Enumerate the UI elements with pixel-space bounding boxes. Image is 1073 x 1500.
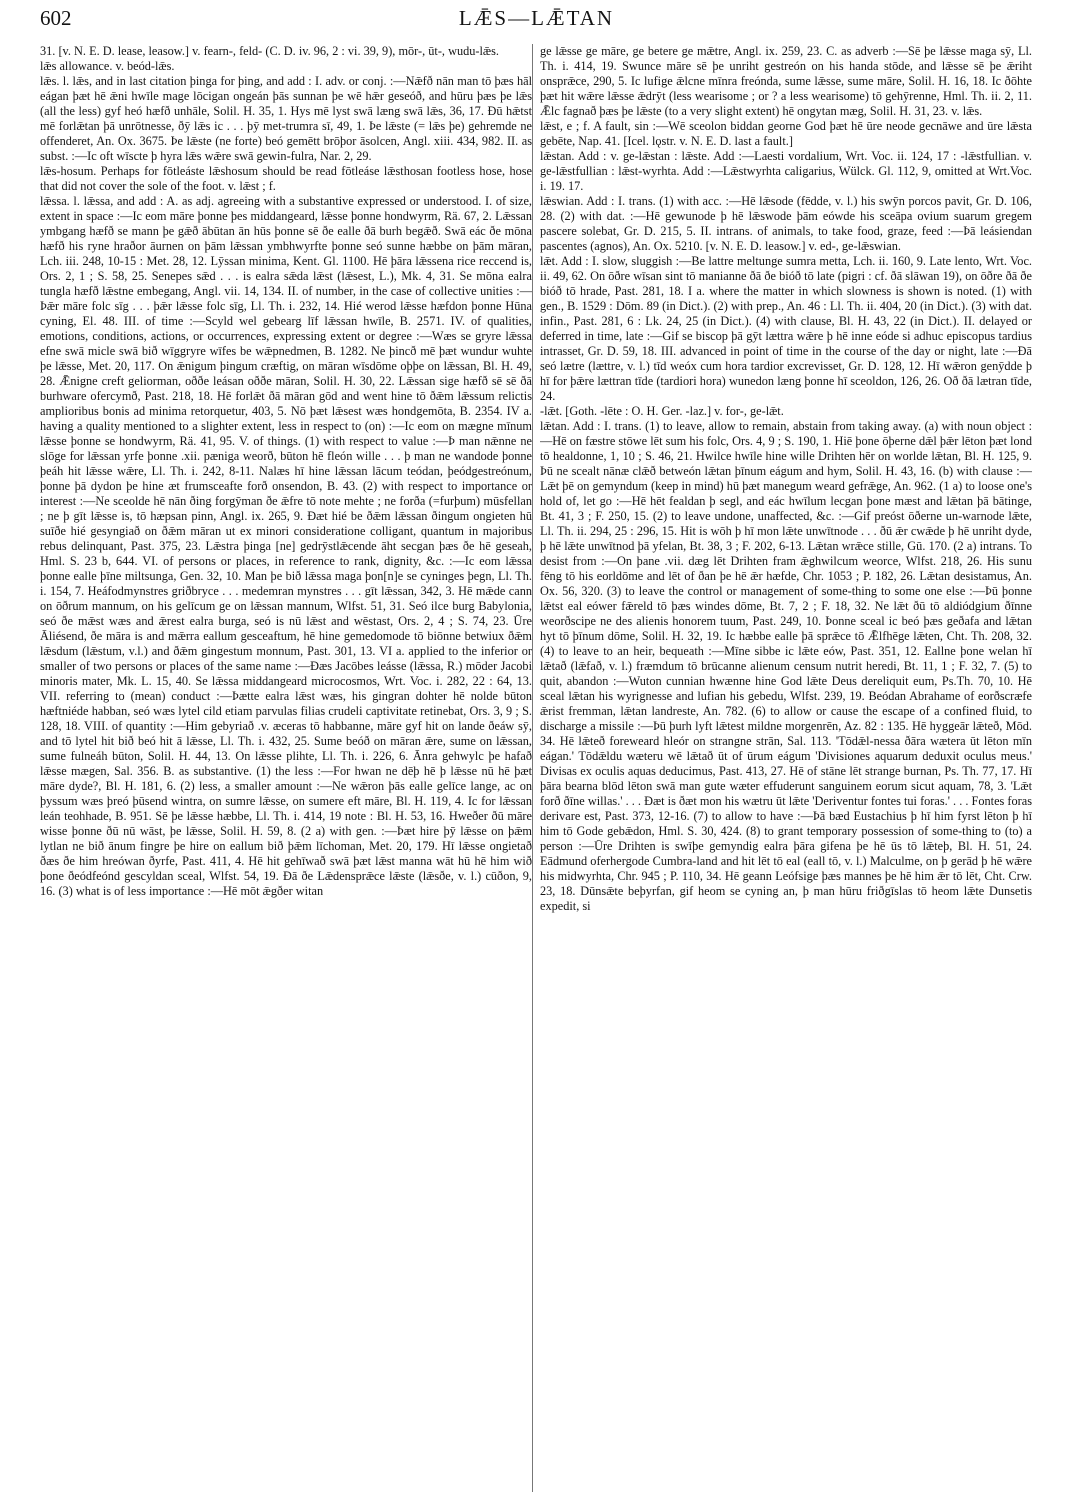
left-column — [40, 44, 532, 1494]
right-column — [540, 44, 1032, 1494]
page-header — [40, 6, 1033, 34]
dictionary-entry: lǣstan. Add : v. ge-lǣstan : lǣste. Add :—Laesti vordalium, Wrt. Voc. ii. 124, 17 : -lǣstfullian. v. ge-lǣstfullian : lǣst-wyrhta. Add :—Lǣstwyrhta caligarius, Wülck. Gl. 112, 9, omitted at Wrt.Voc. i. 19. 17. — [540, 149, 1032, 193]
column-divider — [532, 44, 533, 1492]
dictionary-entry: lǣtan. Add : I. trans. (1) to leave, allow to remain, abstain from taking away. (a) with noun object :—Hē on fæstre stōwe lēt sum his folc, Ors. 4, 9 ; S. 190, 1. Hiē þone ōþerne dǣl þǣr lēton þæt lond tō healdonne, 1, 10 ; S. 46, 21. Hwilce hwīle hine wille Drihten hēr on worlde lǣtan, Bl. H. 125, 9. Þū ne scealt nānæ clǣð betweón lǣtan þīnum eágum and hym, Solil. H. 43, 16. (b) with clause :—Lǣt þē on gemyndum (keep in mind) hū þæt manegum weard gefrǣge, An. 962. (1 a) to loose one's hold of, let go :—Hē hēt fealdan þ segl, and eác hwīlum lecgan þone mæst and lǣtan þā bātinge, Bt. 41, 3 ; F. 250, 15. (2) to leave undone, unaffected, &c. :—Gif preóst ōðerne un-warnode lǣte, Ll. Th. ii. 294, 25 : 296, 15. Hit is wōh þ hī mon lǣte unwītnode . . . ðū ǣr cwǣde þ hē unriht dyde, þ hē lǣte unwītnod þā yfelan, Bt. 38, 3 ; F. 202, 6-13. Lǣtan wrǣce stille, Gū. 170. (2 a) intrans. To desist from :—On þane .vii. dæg lēt Drihten fram ǣghwilcum weorce, Wlfst. 218, 26. His sunu fēng tō his eorldōme and lēt of ðan þe hē ǣr hæfde, Chr. 1053 ; P. 182, 26. Lǣtan desistamus, An. Ox. 56, 320. (3) to leave the control or management of some-thing to some one else :—Þū þonne lǣtst eal eówer fǣreld tō þæs windes dōme, Bt. 7, 2 ; F. 18, 32. Ne lǣt ðū tō aldiódgium ðīnne weorðscipe ne des alienis honorem tuum, Past. 249, 10. Þonne sceal ic beó þæs geðafa and lǣtan hyt tō þīnum dōme, Solil. H. 32, 19. Ic hæbbe ealle þā sprǣce tō Ǣlfhēge lǣten, Cht. Th. 208, 32. (4) to leave to an heir, bequeath :—Mīne sibbe ic lǣte eów, Past. 351, 12. Eallne þone welan hī lǣtað (lǣfað, v. l.) fræmdum tō brūcanne alienum censum nutrit heredi, Bt. 11, 1 ; F. 32, 7. (5) to quit, abandon :—Wuton cunnian hwænne hine God lǣte Deus dereliquit eum, Ps.Th. 70, 10. Hē sceal lǣtan his wyrignesse and lufian his gebedu, Wlfst. 239, 19. Beódan Abrahame of eorðscræfe ǣrist fremman, lǣtan landreste, An. 782. (6) to allow or cause the escape of a confined fluid, to discharge a missile :—Þū þurh lyft lǣtest mildne morgenrēn, Az. 82 : 135. Hē hyggeār lǣtеð, Mōd. 34. Hē lǣteð foreweard hleór on strangne strān, Sal. 113. 'Tōdǣl-nessa ðāra wætera ūt lēton mīn eágan.' Tōdǣldu wæteru wē lǣtað ūt of ūrum eágum 'Divisiones aquarum deduxit oculus meus.' Divisas ex oculis aquas deducimus, Past. 413, 27. Hē of stāne lēt strange burnan, Ps. Th. 77, 17. Hī þāra bearna blōd lēton swā man gute wæter effuderunt sanguinem eorum sicut aquam, 78, 3. 'Lǣt forð ðīne willas.' . . . Ðæt is ðæt mon his wætru ūt lǣte 'Deriventur fontes tui foras.' . . . Fontes foras derivare est, Past. 373, 12-16. (7) to allow to have :—Þā bæd Eustachius þ hī him fyrst lēton þ hī him tō Gode gebǣdon, Hml. S. 30, 424. (8) to grant temporary possession of some-thing to (to) a person :—Ūre Drihten is swīþe gemyndig ealra þāra gifena þe hē ūs tō lǣteþ, Bl. H. 51, 24. Eādmund oferhergode Cumbra-land and hit lēt tō eal (eall tō, v. l.) Malculme, on þ gerād þ hē wǣre his midwyrhta, Chr. 945 ; P. 110, 34. Hē geann Leófsige þæs mannes þe hē him ǣr tō lēt, Cht. Crw. 23, 18. Dūnsǣte beþyrfan, gif heom se cyning an, þ man hūru friðgīslas tō heom lǣte Dunsetis expedit, si — [540, 419, 1032, 913]
running-head: LǢS—LǢTAN — [458, 6, 615, 30]
dictionary-entry: -lǣt. [Goth. -lēte : O. H. Ger. -laz.] v. for-, ge-lǣt. — [540, 404, 784, 418]
page-number: 602 — [40, 6, 72, 30]
dictionary-entry: lǣswian. Add : I. trans. (1) with acc. :—Hē lǣsode (fēdde, v. l.) his swȳn porcos pavit, Gr. D. 106, 28. (2) with dat. :—Hē gewunode þ hē lǣswode þām eówde his sceāpa ovium suarum gregem pascere solebat, Gr. D. 215, 5. II. intrans. of animals, to take food, graze, feed :—Þā leásiendan pascentes (agnos), An. Ox. 5210. [v. N. E. D. leasow.] v. ed-, ge-lǣswian. — [540, 194, 1032, 253]
dictionary-entry: lǣt. Add : I. slow, sluggish :—Be lattre meltunge sumra metta, Lch. ii. 160, 9. Late lento, Wrt. Voc. ii. 49, 62. On ōðre wīsan sint tō manianne ðā ðe bióð tō late (pigri : cf. ðā slāwan 19), on ōðre ðā ðe bióð tō hrade, Past. 281, 18. I a. where the matter in which slowness is shown is noted. (1) with gen., B. 1529 : Dōm. 89 (in Dict.). (2) with prep., An. 46 : Ll. Th. ii. 404, 20 (in Dict.). (3) with dat. infin., Past. 281, 6 : Lk. 24, 25 (in Dict.). (4) with clause, Bl. H. 43, 22 (in Dict.). II. delayed or deferred in time, late :—Gif se biscop þā gȳt lættra wǣre þ hē inne eóde si adhuc episcopus tardius intrasset, Gr. D. 59, 18. III. advanced in point of time in the course of the day or night, late :—Ðā seó lætre (lættre, v. l.) tīd weóx cum hora tardior excrevisset, Gr. D. 128, 12. Hī wǣron genȳdde þ hī for þǣre lættran tīde (tardiori hora) wunedon læng þonne hī sceoldon, 126, 26. Oð ðā lætran tīde, 24. — [540, 254, 1032, 403]
dictionary-entry: lǣssa. l. lǣssa, and add : A. as adj. agreeing with a substantive expressed or understood. I. of size, extent in space :—Ic eom māre þonne þes middangeard, lǣsse þonne hondwyrm, Rä. 67, 2. Lǣssan ymbgang hæfð se mann þe gǣð ābūtan ān hūs þonne sē ðe ealle ðā burh begǣð. Swā eác ðe mōna hæfð his ryne hraðor āurnen on þām lǣssan ymbhwyrfte þonne seó sunne hæbbe on þām māran, Lch. iii. 248, 10-15 : Met. 28, 12. Lȳssan minima, Kent. Gl. 1100. Hē þāra lǣssena rice reccend is, Ors. 2, 1 ; S. 58, 25. Senepes sǣd . . . is ealra sǣda lǣst (lǣsest, L.), Mk. 4, 31. Se mōna ealra tungla hæfð lǣstne embegang, Angl. vii. 14, 134. II. of number, in the case of collective unities :—Þǣr māre folc sīg . . . þǣr lǣsse folc sīg, Ll. Th. i. 232, 14. Hié werod lǣsse hæfdon þonne Hūna cyning, El. 48. III. of time :—Scyld wel gebearg līf lǣssan hwīle, B. 2571. IV. of qualities, emotions, conditions, actions, or occurrences, expressing extent or degree :—Wæs se gryre lǣssa efne swā micle swā bið wīggryre wīfes be wǣpnedmen, B. 1282. Ne þincð mē þæt wundur wuhte þe lǣsse, Met. 20, 117. On ǣnigum þingum cræftig, on māran wīsdōme oþþe on lǣssan, Bl. H. 49, 28. Ǣnigne creft geliorman, oððe leásan oððe māran, Solil. H. 30, 22. Lǣssan sige hæfð sē sē ðā burhware ofercymð, Past. 218, 18. Hē forlǣt ðā māran gōd and went hine tō ðǣm lǣssum relictis amplioribus bonis ad minima retorquetur, 403, 5. Nō þæt lǣsest wæs hondgemōta, B. 2354. IV a. having a quality mentioned to a slighter extent, less in respect to (on) :—Ic eom on mægne mīnum lǣsse þonne se hondwyrm, Rä. 41, 95. V. of things. (1) with respect to value :—Þ man nǣnne ne slōge for lǣssan yrfe þonne .xii. pæniga weorð, būton hē fleón wille . . . þ man ne wandode þonne þeáh hit lǣsse wǣre, Ll. Th. i. 242, 8-11. Nalæs hī hine lǣssan lācum teódan, þeódgestreónum, þonne þā dydon þe hine æt frumsceafte forð onsendon, B. 43. (2) with respect to importance or interest :—Ne sceolde hē nān ðing forgȳman ðe ǣfre tō note mehte ; ne forða (=furþum) mūsfellan ; ne þ gīt lǣsse is, tō hæpsan pinn, Angl. ix. 265, 9. Ðæt hié be ðǣm lǣssan ðingum ongieten hū suīðe hié gesyngiað on ðǣm māran ut ex minori consideratione colligant, quantum in majoribus rebus delinquant, Past. 375, 23. Lǣstra þinga [ne] gedrȳstlǣcende āht secgan þæs ðe hē geseah, Hml. S. 23 b, 644. VI. of persons or places, in reference to rank, dignity, &c. :—Ic eom lǣssa þonne ealle þīne miltsunga, Gen. 32, 10. Man þe bið lǣssa maga þon[n]e se cyninges þegn, Ll. Th. i. 154, 7. Heáfodmynstres griðbryce . . . medemran mynstres . . . gīt lǣssan, 342, 3. Hē mǣde cann on ōðrum mannum, on his gelīcum ge on lǣssan mannum, Wlfst. 51, 31. Seó ilce burg Babylonia, seó ðe mǣst wæs and ǣrest ealra burga, seó is nū lǣst and wēstast, Ors. 2, 4 ; S. 74, 23. Ūre Āliésend, ðe māra is and mǣrra eallum gesceaftum, hē hine gemedomode tō biōnne betwiux ðǣm lǣsdum (lǣstum, v.l.) and ðǣm gingestum monnum, Past. 301, 13. VI a. applied to the inferior or smaller of two persons or places of the same name :—Ðæs Jacōbes leásse (lǣssa, R.) mōder Jacobi minoris mater, Mk. L. 15, 40. Se lǣssa middangeard microcosmos, Wrt. Voc. i. 282, 22 : 64, 13. VII. referring to (mean) conduct :—Þætte ealra lǣst wæs, his gingran dohter hē nolde būton hæftniéde habban, seó wæs lytel cild etiam parvulas filias crudeli captivitate retinebat, Ors. 3, 9 ; S. 128, 18. VIII. of quantity :—Him gebyriað .v. æceras tō habbanne, māre gyf hit on lande ðeáw sȳ, and tō lytel hit bið beó hit ā lǣsse, Ll. Th. i. 432, 25. Sume beóð on māran ǣre, sume on lǣssan, sume fulneáh būton, Solil. H. 44, 13. On lǣsse plihte, Ll. Th. i. 226, 6. Ānra gehwylc þe hafað lǣsse mægen, Sal. 356. B. as substantive. (1) the less :—For hwan ne dēþ hē þ lǣsse nū hē þæt māre dyde?, Bl. H. 181, 6. (2) less, a smaller amount :—Ne wǣron þās ealle gelīce lange, ac on þyssum wæs þreó þūsend wintra, on sumre lǣsse, on sumere eft māre, Bl. H. 119, 4. Ic for lǣssan leán teohhade, B. 951. Sē þe lǣsse hæbbe, Ll. Th. i. 414, 19 note : Bl. H. 53, 16. Hweðer ðū māre wisse þonne ðū nū wāst, þe lǣsse, Solil. H. 59, 8. (2 a) with gen. :—Þæt hire þȳ lǣsse on þǣm lytlan ne bið ānum fingre þe hire on eallum bið þǣm līchoman, Met. 20, 179. Hī lǣsse ongietað ðæs ðe him hreówan ðyrfe, Past. 411, 4. Hē hit gehīwað swā þæt lǣst manna wāt hū hē him wið þone ðeódfeónd gescyldan sceal, Wlfst. 54, 19. Ðā ðe Lǣdensprǣce lǣste (lǣsðe, v. l.) cūðon, 9, 16. (3) what is of less importance :—Hē mōt ǣgðer witan — [40, 194, 532, 898]
dictionary-entry: lǣst, e ; f. A fault, sin :—Wē sceolon biddan geornе God þæt hē ūre neode gecnāwe and ūre lǣsta gebēte, Nap. 41. [Icel. lǫstr. v. N. E. D. last a fault.] — [540, 119, 1032, 148]
dictionary-entry: lǣs-hosum. Perhaps for fōtleáste lǣshosum should be read fōtleáse lǣsthosan footless hose, hose that did not cover the sole of the foot. v. lǣst ; f. — [40, 164, 532, 193]
dictionary-entry: lǣs. l. lǣs, and in last citation þinga for þing, and add : I. adv. or conj. :—Nǣfð nān man tō þæs hāl eágan þæt hē ǣni hwīle mage lōcigan ongeán þās sunnan þe wē hǣr geseóð, and hūru þæs þe lǣs (all the less) gyf heó hæfð unhāle, Solil. H. 35, 1. Hys mē lyst swā læng swā lǣs, 36, 17. Ðū hǣtst mē forlǣtan þā unrōtnesse, ðȳ lǣs ic . . . þȳ met-trumra sī, 49, 1. Þe lǣste (= lǣs þe) gehremde ne offenderet, An. Ox. 3675. Þe lǣste (ne forte) beó gemētt brōþor āsolcen, Angl. xiii. 434, 982. II. as subst. :—Ic oft wīscte þ hyra lǣs wǣre swā gewin-fulra, Nar. 2, 29. — [40, 74, 532, 163]
dictionary-entry: lǣs allowance. v. beód-lǣs. — [40, 59, 175, 73]
entry-continuation: ge lǣsse ge māre, ge betere ge mǣtre, Angl. ix. 259, 23. C. as adverb :—Sē þe lǣsse maga sȳ, Ll. Th. i. 414, 19. Swunce māre sē þe unriht gestreón on his handa stōde, and lǣsse sē þe ǣriht onsprǣce, 290, 5. Ic lufige ǣlcne mīnra freónda, sume lǣsse, sume māre, Solil. H. 16, 18. Ic ðōhte þæt hit wǣre lǣsse ǣdrȳt (less wearisome ; or ? a less wearisome) tō gehȳrenne, Hml. Th. ii. 2, 11. Ǣlc fagnað þæs þe lǣste (to a very slight extent) hē ongytan mæg, Solil. H. 31, 23. v. lǣs. — [540, 44, 1032, 118]
entry-continuation: 31. [v. N. E. D. lease, leasow.] v. fearn-, feld- (C. D. iv. 96, 2 : vi. 39, 9), mōr-, ūt-, wudu-lǣs. — [40, 44, 499, 58]
